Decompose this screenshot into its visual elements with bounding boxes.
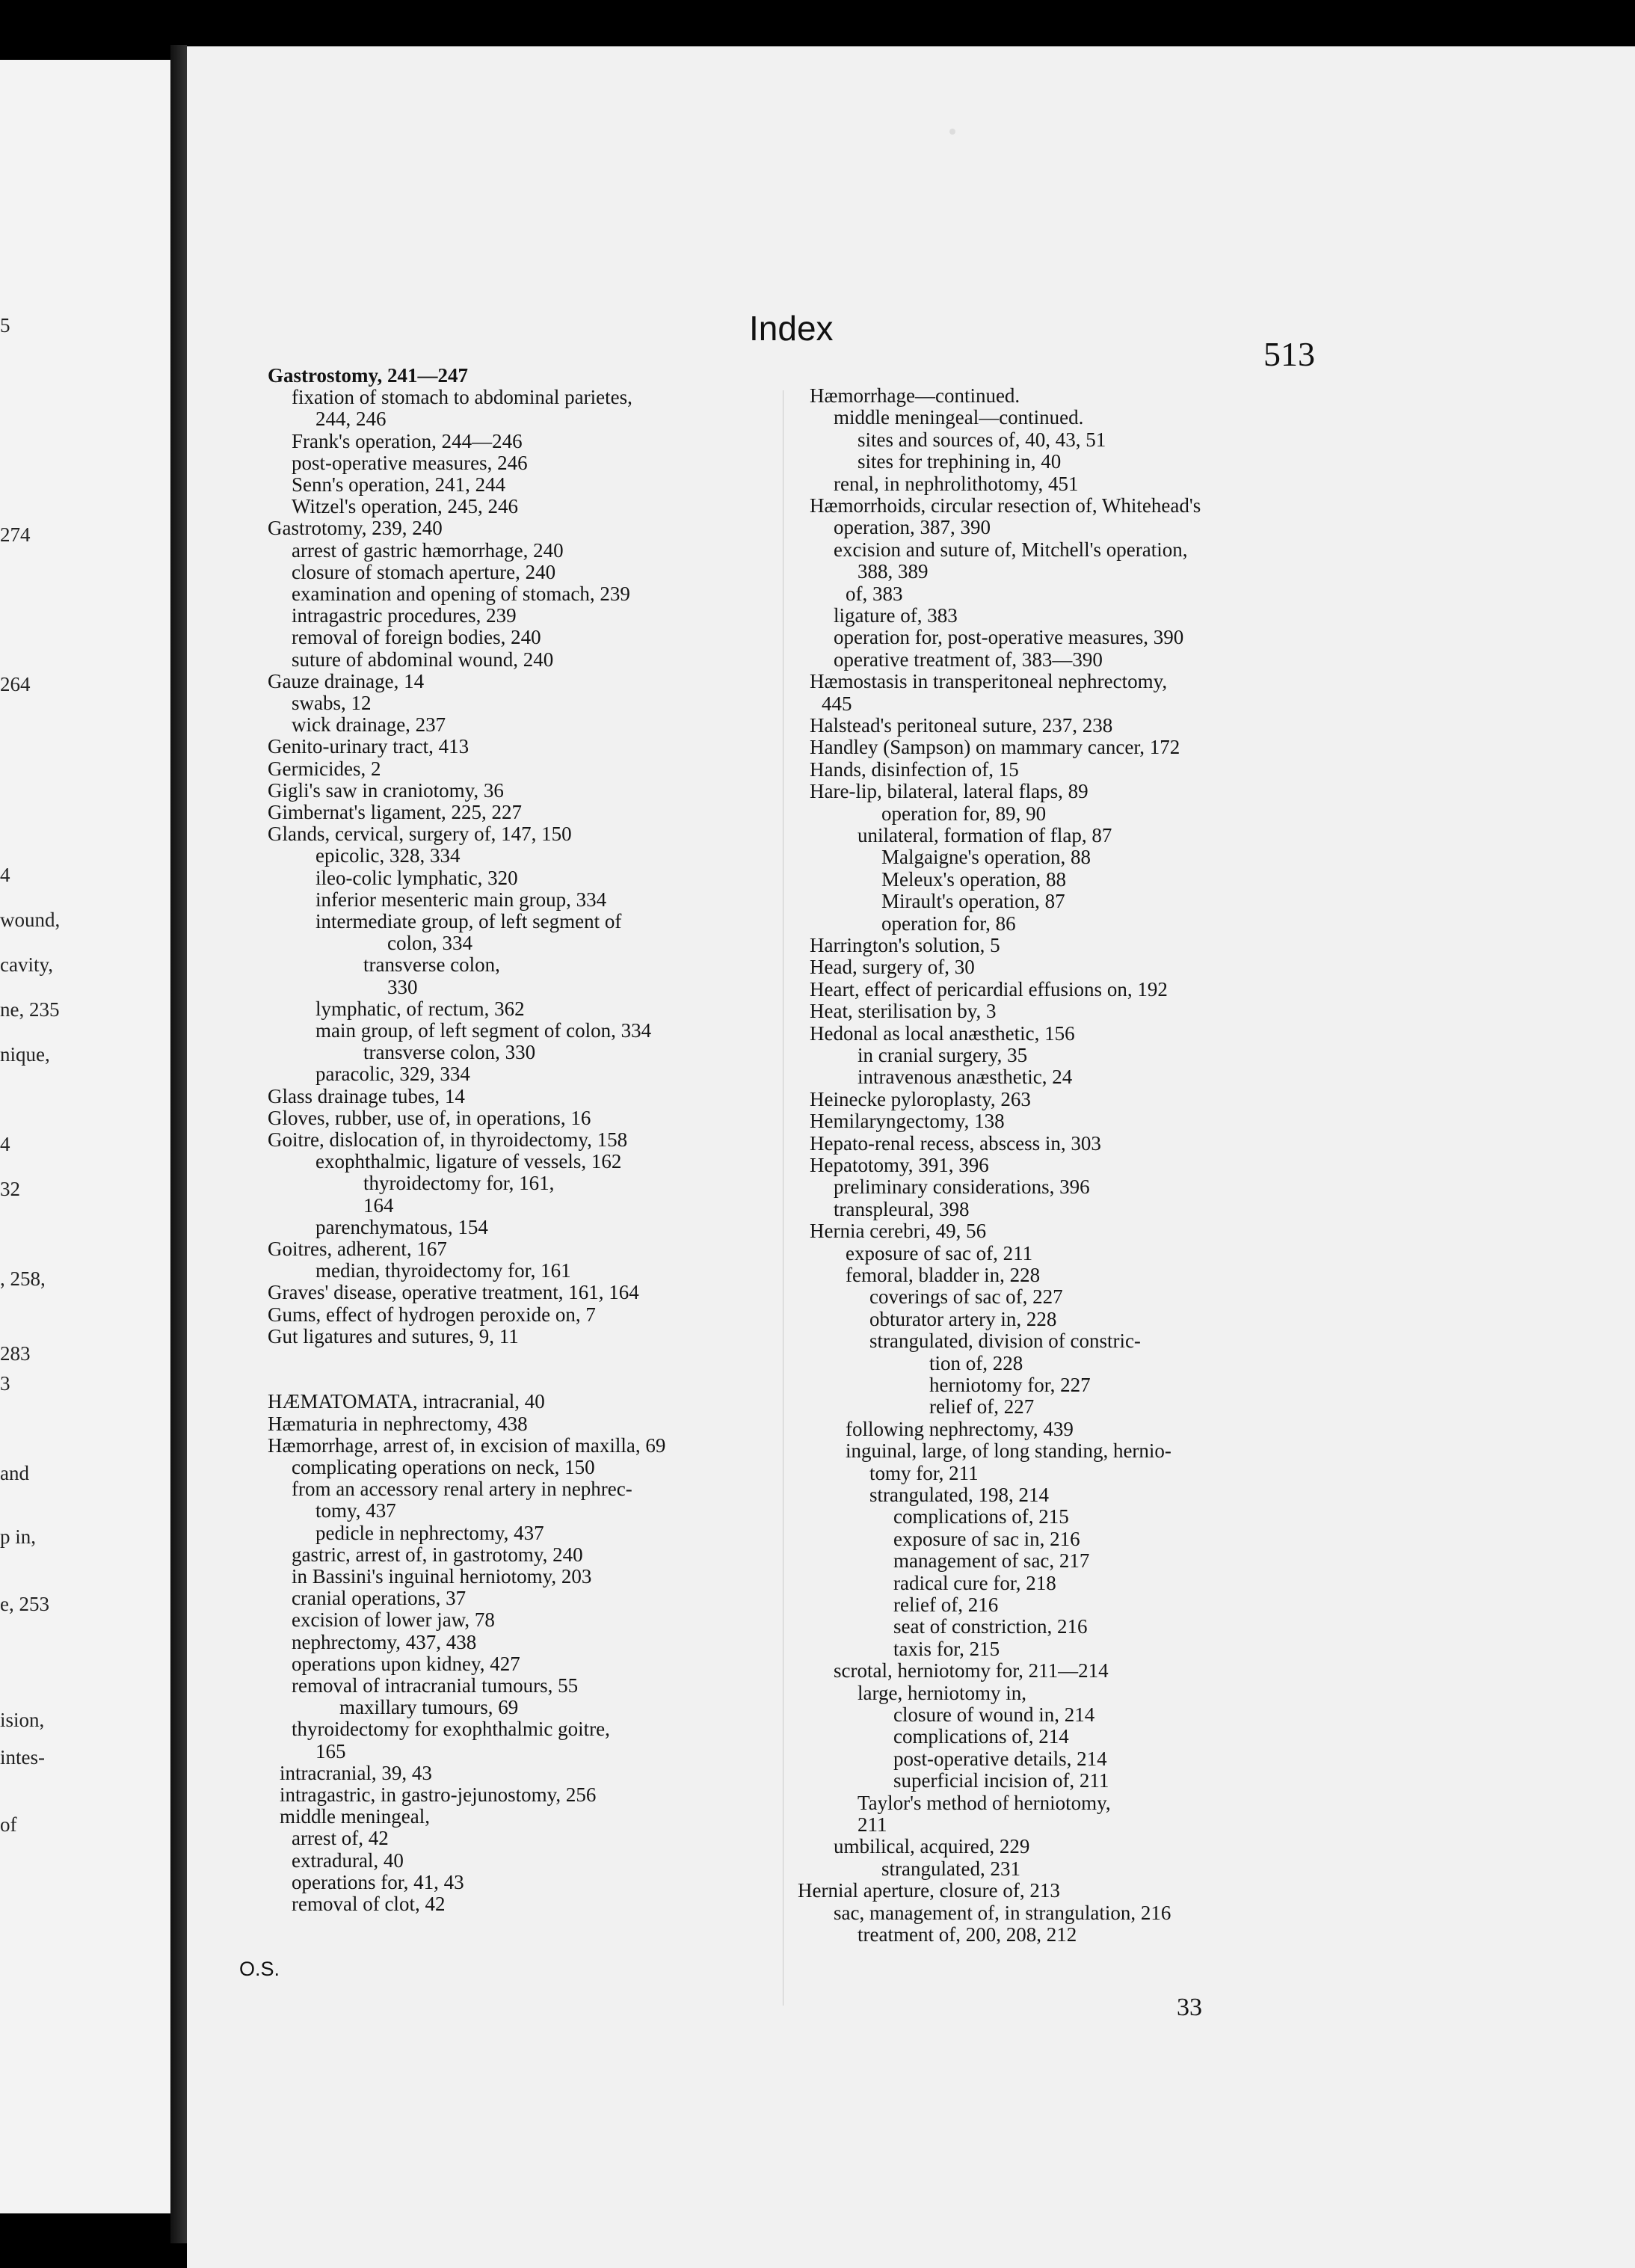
adjacent-page-text: 32: [0, 1178, 20, 1200]
adjacent-page-text: 5: [0, 314, 10, 336]
index-entry: cranial operations, 37: [292, 1587, 467, 1610]
index-entry: wick drainage, 237: [292, 713, 446, 737]
adjacent-page-text: ision,: [0, 1709, 45, 1731]
index-entry: renal, in nephrolithotomy, 451: [834, 472, 1079, 495]
index-entry: Hæmorrhoids, circular resection of, Whitehead's: [810, 494, 1201, 517]
index-entry: Handley (Sampson) on mammary cancer, 172: [810, 736, 1180, 759]
index-entry: umbilical, acquired, 229: [834, 1835, 1030, 1858]
index-entry: Glass drainage tubes, 14: [268, 1084, 465, 1107]
index-entry: Senn's operation, 241, 244: [292, 473, 506, 496]
index-entry: median, thyroidectomy for, 161: [315, 1259, 571, 1282]
index-entry: sites for trephining in, 40: [857, 450, 1062, 473]
index-entry: Gloves, rubber, use of, in operations, 16: [268, 1106, 591, 1129]
index-entry: excision of lower jaw, 78: [292, 1608, 495, 1632]
index-entry: preliminary considerations, 396: [834, 1176, 1090, 1199]
index-entry: from an accessory renal artery in nephrec-: [292, 1478, 632, 1501]
index-entry: transverse colon, 330: [363, 1041, 536, 1064]
adjacent-page-text: 274: [0, 523, 31, 546]
index-entry: transpleural, 398: [834, 1197, 970, 1220]
index-entry: Gastrotomy, 239, 240: [268, 517, 443, 540]
index-entry: swabs, 12: [292, 692, 372, 714]
index-entry: middle meningeal,: [280, 1805, 430, 1828]
index-entry: Heinecke pyloroplasty, 263: [810, 1087, 1031, 1110]
index-entry: femoral, bladder in, 228: [846, 1264, 1041, 1286]
index-entry: Goitres, adherent, 167: [268, 1238, 447, 1260]
index-entry: closure of wound in, 214: [893, 1703, 1095, 1726]
index-entry: seat of constriction, 216: [893, 1615, 1088, 1638]
index-entry: Halstead's peritoneal suture, 237, 238: [810, 714, 1113, 737]
index-entry: ileo-colic lymphatic, 320: [315, 866, 518, 889]
index-entry: Taylor's method of herniotomy,: [857, 1791, 1111, 1814]
index-entry: Hepato-renal recess, abscess in, 303: [810, 1131, 1101, 1155]
index-entry: tomy, 437: [315, 1499, 396, 1522]
index-entry: strangulated, 198, 214: [869, 1484, 1049, 1506]
book-spine: [170, 45, 187, 2243]
index-entry: relief of, 227: [929, 1395, 1035, 1419]
index-entry: operation for, 86: [881, 912, 1016, 935]
index-entry: post-operative details, 214: [893, 1747, 1107, 1770]
index-entry: Hæmorrhage, arrest of, in excision of maxilla, 69: [268, 1433, 666, 1457]
index-entry: Gut ligatures and sutures, 9, 11: [268, 1324, 519, 1347]
adjacent-page-text: 4: [0, 1133, 10, 1155]
index-entry: taxis for, 215: [893, 1637, 1000, 1660]
index-entry: examination and opening of stomach, 239: [292, 583, 630, 605]
index-entry: parenchymatous, 154: [315, 1215, 488, 1238]
index-entry: obturator artery in, 228: [869, 1307, 1057, 1330]
index-entry: fixation of stomach to abdominal parietes,: [292, 386, 632, 409]
index-entry: Gums, effect of hydrogen peroxide on, 7: [268, 1303, 596, 1326]
index-entry: Frank's operation, 244—246: [292, 429, 523, 452]
index-entry: Heart, effect of pericardial effusions on, 192: [810, 977, 1168, 1001]
adjacent-page-text: cavity,: [0, 953, 53, 976]
index-entry: Hernial aperture, closure of, 213: [798, 1879, 1060, 1902]
index-entry: Gigli's saw in craniotomy, 36: [268, 778, 504, 802]
index-entry: unilateral, formation of flap, 87: [857, 824, 1112, 846]
index-entry: Hernia cerebri, 49, 56: [810, 1220, 987, 1243]
index-entry: Hare-lip, bilateral, lateral flaps, 89: [810, 780, 1089, 803]
adjacent-page: [0, 60, 170, 2213]
index-entry: lymphatic, of rectum, 362: [315, 997, 525, 1020]
adjacent-page-text: , 258,: [0, 1267, 46, 1290]
index-entry: sac, management of, in strangulation, 216: [834, 1901, 1171, 1924]
index-entry: relief of, 216: [893, 1594, 999, 1616]
index-entry: large, herniotomy in,: [857, 1681, 1026, 1704]
index-entry: operation, 387, 390: [834, 516, 991, 539]
index-entry: tomy for, 211: [869, 1461, 979, 1484]
index-entry: intragastric, in gastro-jejunostomy, 256: [280, 1783, 597, 1806]
index-entry: excision and suture of, Mitchell's operation,: [834, 538, 1188, 561]
index-entry: main group, of left segment of colon, 334: [315, 1019, 652, 1042]
index-entry: intragastric procedures, 239: [292, 604, 517, 627]
index-entry: Meleux's operation, 88: [881, 867, 1067, 891]
index-entry: Germicides, 2: [268, 757, 381, 780]
index-entry: 165: [315, 1739, 346, 1763]
index-entry: superficial incision of, 211: [893, 1769, 1109, 1792]
index-entry: 330: [387, 975, 418, 998]
index-entry: Heat, sterilisation by, 3: [810, 1000, 997, 1023]
index-entry: Malgaigne's operation, 88: [881, 846, 1091, 869]
adjacent-page-text: nique,: [0, 1043, 50, 1066]
index-entry: paracolic, 329, 334: [315, 1063, 470, 1086]
adjacent-page-text: intes-: [0, 1746, 45, 1768]
index-entry: extradural, 40: [292, 1848, 404, 1872]
index-entry: following nephrectomy, 439: [846, 1417, 1074, 1440]
adjacent-page-text: 283: [0, 1342, 31, 1365]
index-entry: sites and sources of, 40, 43, 51: [857, 428, 1106, 451]
index-entry: operation for, post-operative measures, 390: [834, 626, 1184, 649]
index-entry: suture of abdominal wound, 240: [292, 648, 554, 671]
index-entry: gastric, arrest of, in gastrotomy, 240: [292, 1543, 583, 1566]
adjacent-page-text: wound,: [0, 909, 61, 931]
index-entry: middle meningeal—continued.: [834, 406, 1084, 429]
adjacent-page-text: 3: [0, 1372, 10, 1395]
index-entry: Head, surgery of, 30: [810, 956, 975, 979]
index-entry: HÆMATOMATA, intracranial, 40: [268, 1390, 545, 1413]
index-entry: Witzel's operation, 245, 246: [292, 495, 518, 518]
index-entry: maxillary tumours, 69: [339, 1696, 519, 1719]
index-entry: 211: [857, 1813, 887, 1836]
index-entry: epicolic, 328, 334: [315, 844, 461, 867]
index-entry: removal of clot, 42: [292, 1893, 446, 1915]
signature-mark: O.S.: [239, 1958, 280, 1980]
index-page: [187, 46, 1635, 2268]
index-entry: nephrectomy, 437, 438: [292, 1630, 477, 1653]
index-entry: colon, 334: [387, 932, 472, 955]
index-entry: Hæmostasis in transperitoneal nephrectomy,: [810, 670, 1168, 693]
index-entry: Gauze drainage, 14: [268, 669, 425, 692]
index-entry: Graves' disease, operative treatment, 161, 164: [268, 1281, 639, 1304]
index-entry: complications of, 214: [893, 1725, 1069, 1748]
scan-speck: [949, 129, 955, 135]
index-entry: removal of intracranial tumours, 55: [292, 1674, 579, 1697]
index-entry: removal of foreign bodies, 240: [292, 626, 541, 649]
index-entry: complicating operations on neck, 150: [292, 1456, 595, 1478]
index-entry: Hands, disinfection of, 15: [810, 757, 1019, 781]
page-number: 513: [1263, 335, 1315, 373]
index-entry: transverse colon,: [363, 953, 500, 977]
index-entry: post-operative measures, 246: [292, 451, 528, 474]
index-entry: Mirault's operation, 87: [881, 890, 1065, 913]
index-entry: of, 383: [846, 582, 903, 605]
index-entry: intracranial, 39, 43: [280, 1761, 432, 1784]
index-entry: operations upon kidney, 427: [292, 1652, 520, 1675]
index-entry: operation for, 89, 90: [881, 802, 1047, 825]
index-entry: Glands, cervical, surgery of, 147, 150: [268, 823, 572, 846]
index-entry: 388, 389: [857, 560, 929, 583]
adjacent-page-text: p in,: [0, 1525, 37, 1548]
index-entry: ligature of, 383: [834, 604, 958, 627]
index-entry: pedicle in nephrectomy, 437: [315, 1521, 544, 1544]
index-entry: Hemilaryngectomy, 138: [810, 1110, 1005, 1133]
index-entry: management of sac, 217: [893, 1549, 1090, 1573]
adjacent-page-text: 264: [0, 673, 31, 695]
page-title: Index: [749, 309, 834, 348]
index-entry: scrotal, herniotomy for, 211—214: [834, 1659, 1109, 1682]
index-entry: Gastrostomy, 241—247: [268, 364, 468, 387]
index-entry: treatment of, 200, 208, 212: [857, 1923, 1077, 1946]
index-entry: complications of, 215: [893, 1505, 1069, 1528]
index-entry: exposure of sac in, 216: [893, 1527, 1080, 1550]
index-entry: inferior mesenteric main group, 334: [315, 888, 607, 911]
index-entry: arrest of gastric hæmorrhage, 240: [292, 538, 564, 562]
index-entry: thyroidectomy for, 161,: [363, 1172, 555, 1195]
index-entry: strangulated, 231: [881, 1857, 1020, 1880]
index-entry: thyroidectomy for exophthalmic goitre,: [292, 1718, 610, 1741]
index-entry: Harrington's solution, 5: [810, 934, 1000, 956]
index-entry: exposure of sac of, 211: [846, 1241, 1033, 1264]
index-entry: in Bassini's inguinal herniotomy, 203: [292, 1565, 592, 1588]
index-entry: Genito-urinary tract, 413: [268, 735, 469, 758]
index-entry: Hedonal as local anæsthetic, 156: [810, 1021, 1075, 1045]
adjacent-page-text: 4: [0, 864, 10, 886]
index-entry: Hepatotomy, 391, 396: [810, 1154, 989, 1176]
index-entry: intravenous anæsthetic, 24: [857, 1066, 1073, 1089]
index-entry: coverings of sac of, 227: [869, 1285, 1063, 1309]
index-entry: tion of, 228: [929, 1351, 1023, 1374]
adjacent-page-text: and: [0, 1462, 29, 1484]
adjacent-page-text: of: [0, 1813, 17, 1836]
adjacent-page-text: e, 253: [0, 1593, 49, 1615]
index-entry: inguinal, large, of long standing, hernio-: [846, 1439, 1171, 1463]
index-entry: operative treatment of, 383—390: [834, 648, 1103, 671]
index-entry: herniotomy for, 227: [929, 1374, 1091, 1396]
index-entry: 164: [363, 1193, 394, 1217]
index-entry: exophthalmic, ligature of vessels, 162: [315, 1150, 622, 1173]
adjacent-page-text: ne, 235: [0, 998, 60, 1021]
index-entry: intermediate group, of left segment of: [315, 910, 622, 932]
index-entry: 445: [822, 692, 852, 715]
index-entry: Gimbernat's ligament, 225, 227: [268, 801, 523, 823]
footer-number: 33: [1177, 1994, 1202, 2021]
index-entry: radical cure for, 218: [893, 1571, 1056, 1594]
index-entry: closure of stomach aperture, 240: [292, 560, 556, 583]
index-entry: Goitre, dislocation of, in thyroidectomy, 158: [268, 1128, 628, 1151]
index-entry: Hæmorrhage—continued.: [810, 384, 1020, 407]
index-entry: Hæmaturia in nephrectomy, 438: [268, 1412, 528, 1435]
index-entry: operations for, 41, 43: [292, 1870, 464, 1893]
index-entry: 244, 246: [315, 408, 387, 431]
index-entry: strangulated, division of constric-: [869, 1330, 1141, 1353]
index-entry: in cranial surgery, 35: [857, 1044, 1028, 1066]
index-entry: arrest of, 42: [292, 1827, 389, 1850]
